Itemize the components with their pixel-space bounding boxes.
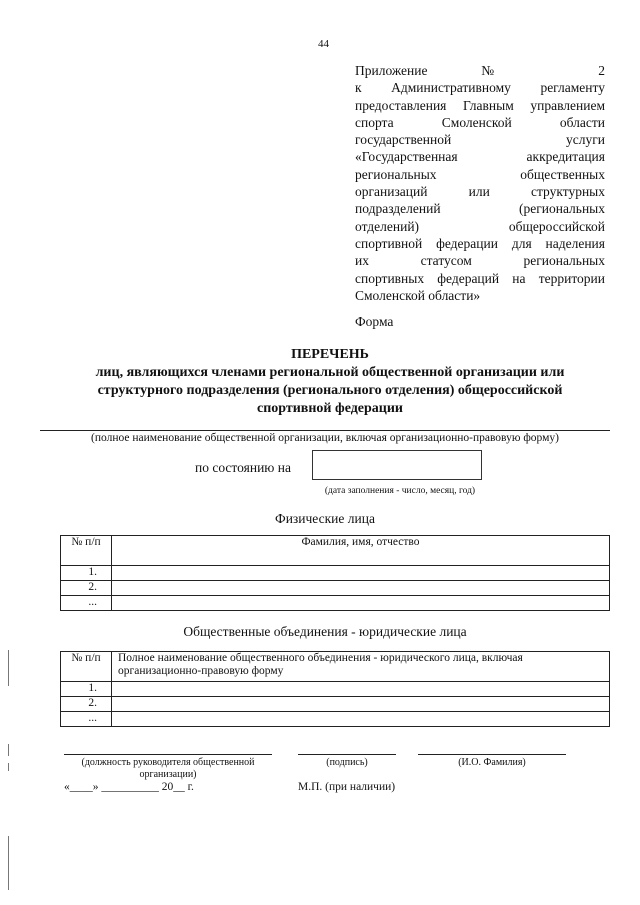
- org-name-caption: (полное наименование общественной организации, включая организационно-правовую форму): [91, 432, 559, 444]
- as-of-label: по состоянию на: [195, 460, 291, 475]
- document-title: [40, 346, 620, 418]
- annex-line: спортивной федерации для наделения: [355, 235, 605, 251]
- col-name-header: Полное наименование общественного объединения - юридического лица, включая организационно-правовую форму: [112, 652, 610, 682]
- organizations-table: [60, 651, 610, 727]
- annex-line: государственной услуги: [355, 132, 605, 148]
- scan-mark: [8, 763, 9, 771]
- date-field[interactable]: [312, 450, 482, 480]
- row-name-cell[interactable]: [112, 697, 610, 712]
- annex-line: «Государственная аккредитация: [355, 149, 605, 165]
- table-header-row: [61, 536, 610, 566]
- full-name-caption: (И.О. Фамилия): [458, 757, 526, 768]
- row-name-cell[interactable]: [112, 712, 610, 727]
- annex-line: к Административному регламенту: [355, 80, 605, 96]
- annex-line: подразделений (региональных: [355, 201, 605, 217]
- table-row: [61, 682, 610, 697]
- row-number: 1.: [61, 682, 112, 697]
- signature-caption: (подпись): [326, 757, 368, 768]
- date-signed-field[interactable]: «____» __________ 20__ г.: [64, 781, 194, 793]
- scan-mark: [8, 836, 9, 890]
- table-row: [61, 581, 610, 596]
- annex-line: региональных общественных: [355, 166, 605, 182]
- annex-header: [355, 62, 605, 304]
- table-row: [61, 712, 610, 727]
- row-name-cell[interactable]: [112, 566, 610, 581]
- row-number: 2.: [61, 581, 112, 596]
- row-name-cell[interactable]: [112, 596, 610, 611]
- annex-line: спорта Смоленской области: [355, 114, 605, 130]
- annex-line: Приложение № 2: [355, 63, 605, 78]
- annex-line: предоставления Главным управлением: [355, 97, 605, 113]
- row-number: ...: [61, 712, 112, 727]
- row-number: 1.: [61, 566, 112, 581]
- form-label: Форма: [355, 314, 394, 329]
- col-num-header: № п/п: [61, 536, 112, 566]
- table-header-row: [61, 652, 610, 682]
- col-name-header: Фамилия, имя, отчество: [112, 536, 610, 566]
- table-row: [61, 566, 610, 581]
- full-name-field[interactable]: [418, 754, 566, 755]
- individuals-heading: Физические лица: [275, 511, 375, 526]
- signature-field[interactable]: [298, 754, 396, 755]
- annex-line: организаций или структурных: [355, 184, 605, 200]
- row-name-cell[interactable]: [112, 581, 610, 596]
- page-number: 44: [318, 38, 329, 50]
- title-line: лиц, являющихся членами региональной общественной организации или: [95, 365, 565, 380]
- table-row: [61, 697, 610, 712]
- row-number: 2.: [61, 697, 112, 712]
- annex-line: спортивных федераций на территории: [355, 270, 605, 286]
- row-number: ...: [61, 596, 112, 611]
- title-line: спортивной федерации: [256, 401, 403, 416]
- col-num-header: № п/п: [61, 652, 112, 682]
- organizations-heading: Общественные объединения - юридические лица: [183, 624, 467, 639]
- title-line: структурного подразделения (регионального отделения) общероссийской: [97, 383, 563, 398]
- annex-line: Смоленской области»: [355, 287, 481, 303]
- scan-mark: [8, 744, 9, 756]
- row-name-cell[interactable]: [112, 682, 610, 697]
- position-caption: (должность руководителя общественной организации): [81, 757, 255, 780]
- stamp-label: М.П. (при наличии): [298, 781, 396, 793]
- position-field[interactable]: [64, 754, 272, 755]
- annex-line: отделений) общероссийской: [355, 218, 605, 234]
- table-row: [61, 596, 610, 611]
- individuals-table: [60, 535, 610, 611]
- org-name-field[interactable]: [40, 430, 610, 431]
- title-main: ПЕРЕЧЕНЬ: [291, 347, 369, 362]
- date-caption: (дата заполнения - число, месяц, год): [324, 486, 476, 496]
- scan-mark: [8, 650, 9, 686]
- annex-line: их статусом региональных: [355, 253, 605, 269]
